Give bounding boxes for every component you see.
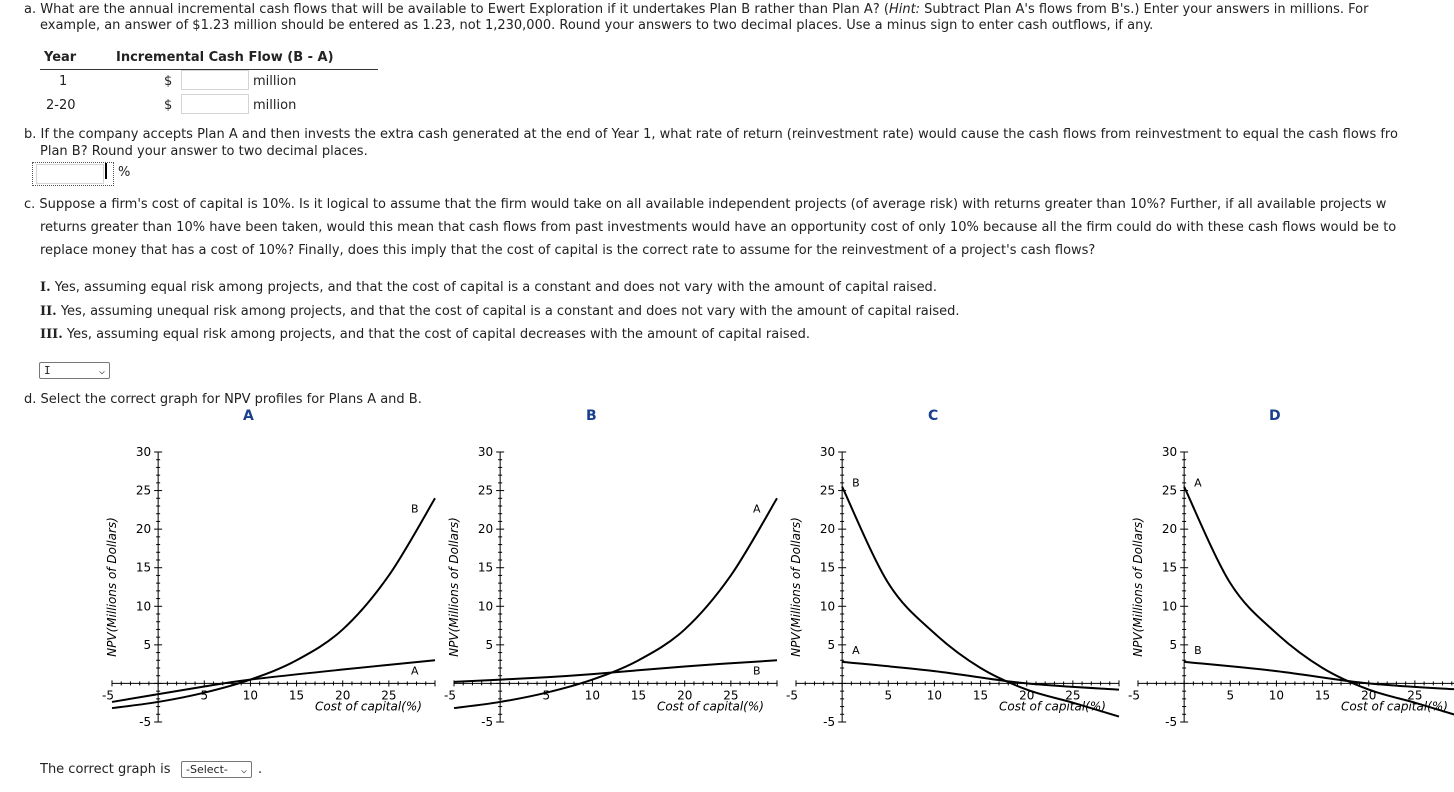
- y-axis-label: NPV(Millions of Dollars): [789, 517, 803, 657]
- part-a-text-tail: Subtract Plan A's flows from B's.) Enter your answers in millions. For: [920, 2, 1369, 17]
- y-tick-label: 5: [143, 637, 152, 652]
- x-tick-label: 20: [335, 688, 351, 703]
- part-c-question-line2: returns greater than 10% have been taken, would this mean that cash flows from past investments would have an opportunity cost of only 10% because all the firm could do with these cash flows would be to: [40, 220, 1397, 235]
- x-tick-label: 5: [884, 688, 893, 703]
- y-tick-label: -5: [1165, 715, 1178, 729]
- x-tick-label: 15: [1314, 688, 1331, 703]
- y-tick-label: -5: [823, 715, 836, 729]
- x-tick-label: 5: [1226, 688, 1235, 703]
- x-tick-label: 20: [1361, 688, 1377, 703]
- row1-year: 1: [59, 74, 68, 89]
- y-tick-label: 15: [477, 560, 494, 575]
- chart-B: [444, 445, 777, 729]
- x-tick-label: 20: [677, 688, 693, 703]
- part-c-answer-select[interactable]: [39, 362, 110, 379]
- y-tick-label: 10: [1161, 599, 1178, 614]
- option-i-num: I.: [40, 280, 51, 295]
- part-a-text: a. What are the annual incremental cash flows that will be available to Ewert Exploration if it undertakes Plan B rather than Plan A? (: [24, 2, 889, 17]
- x-tick-label: 15: [630, 688, 647, 703]
- series-label-B: B: [411, 502, 419, 516]
- chart-C: [786, 445, 1119, 729]
- y-tick-label: 20: [1161, 522, 1178, 537]
- part-a-question-line1: [24, 1, 1368, 18]
- correct-graph-selected-value: -Select-: [186, 763, 228, 776]
- x-tick-label: 20: [1019, 688, 1035, 703]
- y-tick-label: 10: [819, 599, 836, 614]
- y-axis-label: NPV(Millions of Dollars): [447, 517, 461, 657]
- y-tick-label: 15: [1161, 560, 1178, 575]
- y-tick-label: 20: [477, 522, 494, 537]
- x-tick-label: 10: [926, 688, 943, 703]
- x-tick-label: 15: [288, 688, 305, 703]
- row2-cash-flow-input[interactable]: [181, 94, 249, 114]
- option-iii: [40, 326, 810, 343]
- y-tick-label: 30: [477, 445, 494, 459]
- x-tick-label: 10: [1268, 688, 1285, 703]
- x-tick-label: 5: [200, 688, 209, 703]
- part-c-selected-value: I: [44, 364, 51, 377]
- x-tick-label: -5: [444, 688, 456, 703]
- x-tick-label: -5: [102, 688, 114, 703]
- col-header-year: Year: [44, 50, 77, 65]
- option-iii-num: III.: [40, 327, 63, 342]
- y-tick-label: 5: [827, 637, 836, 652]
- series-label-B: B: [852, 476, 860, 490]
- col-header-incremental-cf: Incremental Cash Flow (B - A): [116, 50, 334, 65]
- y-axis-label: NPV(Millions of Dollars): [1131, 517, 1145, 657]
- row1-cash-flow-input[interactable]: [181, 70, 249, 90]
- option-iii-text: Yes, assuming equal risk among projects, and that the cost of capital decreases with the amount of capital raised.: [62, 327, 811, 342]
- series-label-A: A: [1194, 476, 1202, 490]
- y-tick-label: 20: [135, 522, 152, 537]
- y-tick-label: 15: [819, 560, 836, 575]
- correct-graph-select[interactable]: [181, 761, 252, 778]
- correct-graph-label: The correct graph is: [40, 762, 171, 777]
- x-tick-label: 10: [242, 688, 259, 703]
- series-line-A: [1184, 487, 1454, 717]
- y-tick-label: 25: [477, 483, 494, 498]
- x-tick-label: 25: [1065, 688, 1081, 703]
- part-b-question-line2: Plan B? Round your answer to two decimal places.: [40, 144, 368, 159]
- part-a-question-line2: example, an answer of $1.23 million should be entered as 1.23, not 1,230,000. Round your answers to two decimal places. Use a minus sign to enter cash outflows, if any.: [40, 18, 1154, 33]
- option-ii: [40, 303, 960, 320]
- graph-b-label: B: [586, 408, 597, 424]
- x-tick-label: 25: [1407, 688, 1423, 703]
- percent-unit: %: [118, 165, 131, 180]
- graph-a-label: A: [243, 408, 254, 424]
- y-tick-label: 30: [819, 445, 836, 459]
- x-tick-label: -5: [786, 688, 798, 703]
- x-tick-label: 5: [542, 688, 551, 703]
- reinvestment-rate-input[interactable]: [36, 164, 104, 184]
- graph-c-label: C: [928, 408, 939, 424]
- x-tick-label: 25: [723, 688, 739, 703]
- y-tick-label: 5: [1169, 637, 1178, 652]
- y-tick-label: 10: [135, 599, 152, 614]
- y-tick-label: -5: [139, 715, 152, 729]
- chevron-down-icon: ⌵: [98, 366, 105, 377]
- chart-A: [102, 445, 435, 729]
- y-tick-label: 25: [819, 483, 836, 498]
- graph-d-label: D: [1269, 408, 1281, 424]
- npv-profile-charts: [0, 425, 1454, 745]
- chart-D: [1128, 445, 1454, 729]
- x-axis-label: Cost of capital(%): [999, 699, 1106, 714]
- option-ii-num: II.: [40, 304, 57, 319]
- part-b-question-line1: b. If the company accepts Plan A and then invests the extra cash generated at the end of Year 1, what rate of return (reinvestment rate) would cause the cash flows from reinvestment to equal the cash flows fro: [24, 127, 1398, 142]
- y-tick-label: 10: [477, 599, 494, 614]
- x-tick-label: -5: [1128, 688, 1140, 703]
- x-tick-label: 10: [584, 688, 601, 703]
- x-axis-label: Cost of capital(%): [1341, 699, 1448, 714]
- x-tick-label: 15: [972, 688, 989, 703]
- y-tick-label: 25: [1161, 483, 1178, 498]
- series-label-A: A: [753, 502, 761, 516]
- chevron-down-icon: ⌵: [240, 765, 247, 776]
- y-tick-label: 15: [135, 560, 152, 575]
- series-line-A: [454, 498, 777, 708]
- series-label-A: A: [852, 643, 860, 657]
- part-c-question-line3: replace money that has a cost of 10%? Finally, does this imply that the cost of capital is the correct rate to assume for the reinvestment of a project's cash flows?: [40, 243, 1096, 258]
- option-i: [40, 279, 937, 296]
- y-tick-label: 5: [485, 637, 494, 652]
- y-axis-label: NPV(Millions of Dollars): [105, 517, 119, 657]
- option-i-text: Yes, assuming equal risk among projects, and that the cost of capital is a constant and does not vary with the amount of capital raised.: [50, 280, 937, 295]
- trailing-period: .: [258, 762, 263, 777]
- row1-currency: $: [164, 74, 173, 89]
- row2-year: 2-20: [46, 98, 76, 113]
- y-tick-label: -5: [481, 715, 494, 729]
- x-axis-label: Cost of capital(%): [657, 699, 764, 714]
- y-tick-label: 20: [819, 522, 836, 537]
- series-label-B: B: [1194, 643, 1202, 657]
- y-tick-label: 25: [135, 483, 152, 498]
- x-tick-label: 25: [381, 688, 397, 703]
- option-ii-text: Yes, assuming unequal risk among projects, and that the cost of capital is a constant and does not vary with the amount of capital raised.: [56, 304, 960, 319]
- row2-unit: million: [253, 98, 297, 113]
- x-axis-label: Cost of capital(%): [315, 699, 422, 714]
- part-d-question: d. Select the correct graph for NPV profiles for Plans A and B.: [24, 392, 422, 407]
- hint-label: Hint:: [888, 2, 921, 17]
- row2-currency: $: [164, 98, 173, 113]
- series-label-A: A: [411, 664, 419, 678]
- y-tick-label: 30: [135, 445, 152, 459]
- y-tick-label: 30: [1161, 445, 1178, 459]
- series-label-B: B: [753, 664, 761, 678]
- part-c-question-line1: c. Suppose a firm's cost of capital is 10%. Is it logical to assume that the firm would take on all available independent projects (of average risk) with returns greater than 10%? Further, if all available projects w: [24, 197, 1387, 212]
- row1-unit: million: [253, 74, 297, 89]
- text-cursor: [105, 163, 107, 179]
